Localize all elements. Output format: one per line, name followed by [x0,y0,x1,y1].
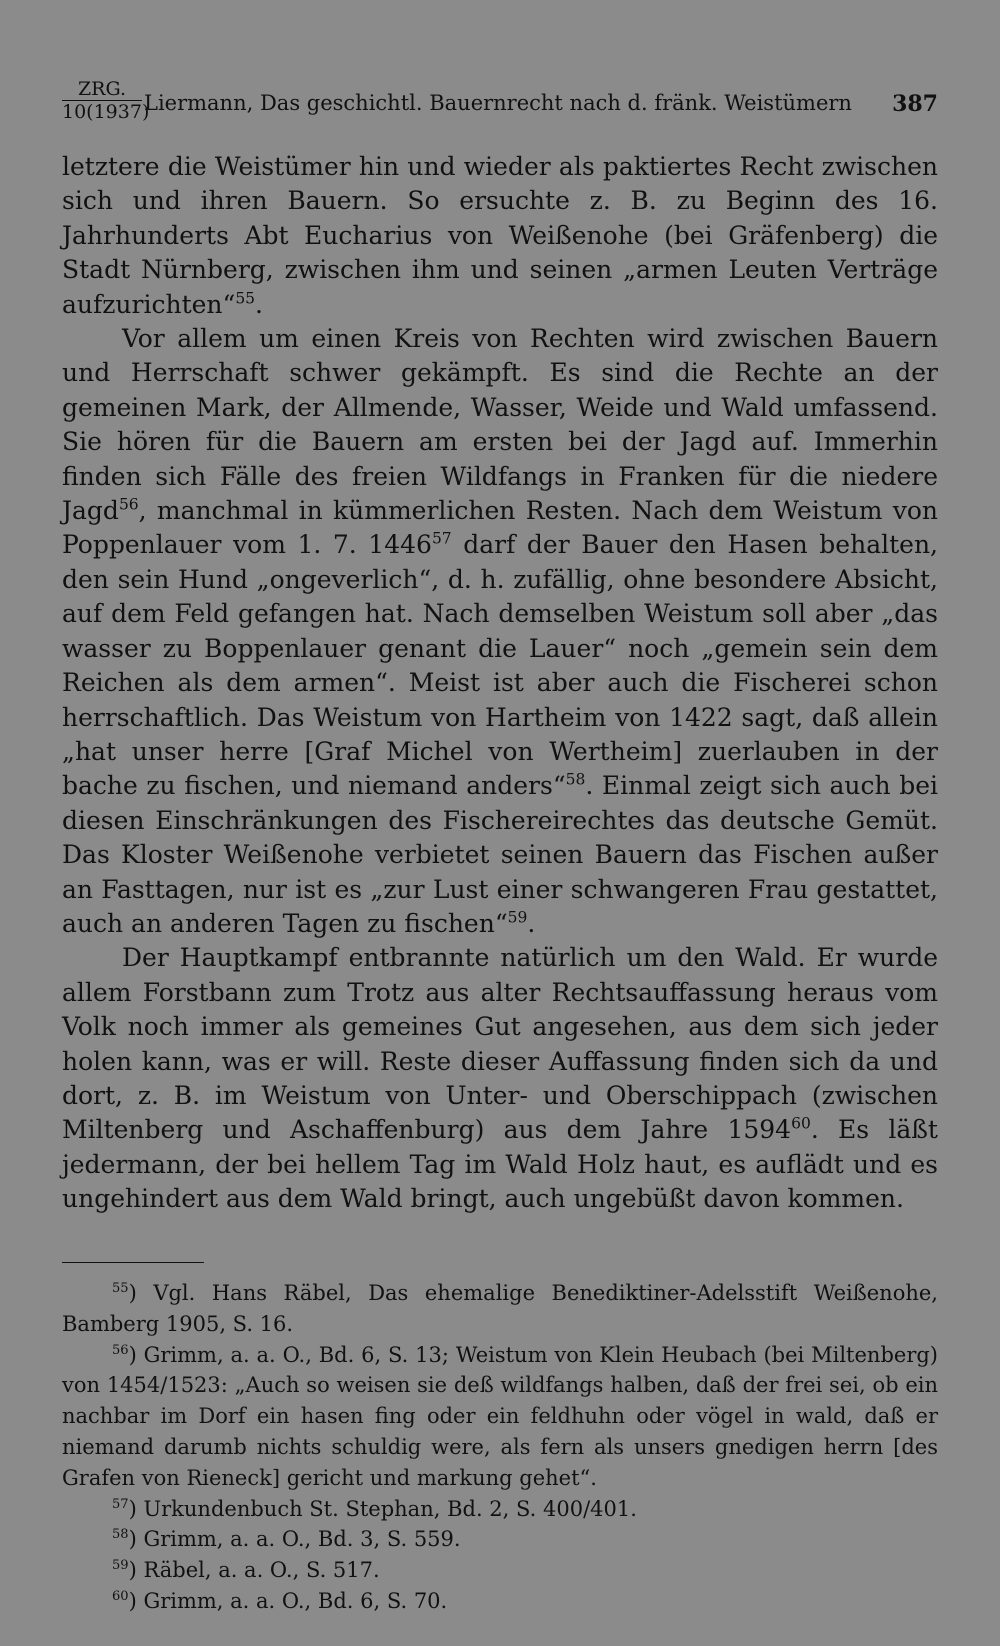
footnote-57: $^{57}$) Urkundenbuch St. Stephan, Bd. 2, S. 400/401. [112,1496,637,1521]
footnote-text: Vgl. Hans Räbel, Das ehemalige Benediktiner-Adelsstift Weißenohe, Bamberg 1905, S. 16. [62,1281,938,1336]
footnotes [62,1278,938,1617]
text-run: Vor allem um einen Kreis von Rechten wird zwischen Bauern und Herrschaft schwer gekämpft. Es sind die Rechte an der gemeinen Mark, der Allmende, Wasser, Weide und Wald umfassend. Sie hören für die Bauern am ersten bei der Jagd auf. Immerhin finden sich Fälle des freien Wildfangs in Franken für die niedere Jagd [62,324,938,526]
footnote-59: $^{59}$) Räbel, a. a. O., S. 517. [112,1558,380,1583]
text-run: , manchmal in kümmerlichen Resten. Nach dem Weistum von Poppenlauer vom 1. 7. 1446 [62,496,938,560]
footnote-text: Grimm, a. a. O., Bd. 3, S. 559. [143,1527,461,1552]
running-title: Liermann, Das geschichtl. Bauernrecht nach d. fränk. Weistümern [144,91,852,115]
footnote-text: Grimm, a. a. O., Bd. 6, S. 13; Weistum von Klein Heubach (bei Miltenberg) von 1454/1523: „Auch so weisen sie deß wildfangs halben, daß der frei sei, ob ein nachbar im Dorf ein hasen fing oder ein feldhuhn oder vögel in wald, daß er niemand darumb nichts schuldig were, als fern als unsers gnedigen herrn [des Grafen von Rieneck] gericht und markung gehet“. [62,1342,938,1490]
footnote-number: 59 [112,1558,129,1574]
footnote-ref-58: 58 [565,770,586,789]
text-run: . Einmal zeigt sich auch bei diesen Einschränkungen des Fischereirechtes das deutsche Gemüt. Das Kloster Weißenohe verbietet seinen Bauern das Fischen außer an Fasttagen, nur ist es „zur Lust einer schwangeren Frau gestattet, auch an anderen Tagen zu fischen“ [62,771,938,938]
footnote-ref-55: 55 [235,289,256,308]
footnote-text: Grimm, a. a. O., Bd. 6, S. 70. [143,1588,448,1613]
footnote-number: 60 [112,1588,129,1604]
paragraph-2 [62,322,938,941]
journal-abbreviation: ZRG. [62,78,142,101]
text-run: . [527,908,536,938]
body-text [62,150,938,1217]
footnote-56: $^{56}$) Grimm, a. a. O., Bd. 6, S. 13; Weistum von Klein Heubach (bei Miltenberg) von 1454/1523: „Auch so weisen sie deß wildfangs halben, daß der frei sei, ob ein nachbar im Dorf ein hasen fing oder ein feldhuhn oder vögel in wald, daß er niemand darumb nichts schuldig were, als fern als unsers gnedigen herrn [des Grafen von Rieneck] gericht und markung gehet“. [62,1342,938,1490]
footnote-separator [62,1262,204,1263]
footnote-number: 56 [112,1342,129,1358]
footnote-text: Urkundenbuch St. Stephan, Bd. 2, S. 400/401. [143,1496,637,1521]
footnote-60: $^{60}$) Grimm, a. a. O., Bd. 6, S. 70. [112,1588,448,1613]
page-header [62,78,938,128]
text-run: . Es läßt jedermann, der bei hellem Tag im Wald Holz haut, es auflädt und es ungehindert aus dem Wald bringt, auch ungebüßt davon kommen. [62,1115,938,1214]
footnote-number: 58 [112,1527,129,1543]
footnote-number: 57 [112,1496,129,1512]
paragraph-3 [62,941,938,1216]
journal-volume: 10(1937) [62,101,150,123]
text-run: Der Hauptkampf entbrannte natürlich um den Wald. Er wurde allem Forstbann zum Trotz aus alter Rechtsauffassung heraus vom Volk noch immer als gemeines Gut angesehen, aus dem sich jeder holen kann, was er will. Reste dieser Auffassung finden sich da und dort, z. B. im Weistum von Unter- und Oberschippach (zwischen Miltenberg und Aschaffenburg) aus dem Jahre 1594 [62,943,938,1145]
text-run: darf der Bauer den Hasen behalten, den sein Hund „ongeverlich“, d. h. zufällig, ohne besondere Absicht, auf dem Feld gefangen hat. Nach demselben Weistum soll aber „das wasser zu Boppenlauer genant die Lauer“ noch „gemein sein dem Reichen als dem armen“. Meist ist aber auch die Fischerei schon herrschaftlich. Das Weistum von Hartheim von 1422 sagt, daß allein „hat unser herre [Graf Michel von Wertheim] zuerlauben in der bache zu fischen, und niemand anders“ [62,530,938,801]
paragraph-1 [62,150,938,322]
footnote-ref-60: 60 [791,1115,811,1134]
footnote-text: Räbel, a. a. O., S. 517. [143,1558,380,1583]
footnote-ref-56: 56 [118,495,139,514]
footnote-ref-57: 57 [431,530,452,549]
footnote-58: $^{58}$) Grimm, a. a. O., Bd. 3, S. 559. [112,1527,461,1552]
footnote-number: 55 [112,1281,129,1296]
text-run: letztere die Weistümer hin und wieder als paktiertes Recht zwischen sich und ihren Bauern. So ersuchte z. B. zu Beginn des 16. Jahrhunderts Abt Eucharius von Weißenohe (bei Gräfenberg) die Stadt Nürnberg, zwischen ihm und seinen „armen Leuten Verträge aufzurichten“ [62,152,938,319]
page-number: 387 [892,91,938,117]
text-run: . [255,289,263,319]
footnote-ref-59: 59 [507,908,528,927]
journal-reference [62,78,150,123]
footnote-55: $^{55}$) Vgl. Hans Räbel, Das ehemalige Benediktiner-Adelsstift Weißenohe, Bamberg 1905, S. 16. [62,1281,938,1336]
